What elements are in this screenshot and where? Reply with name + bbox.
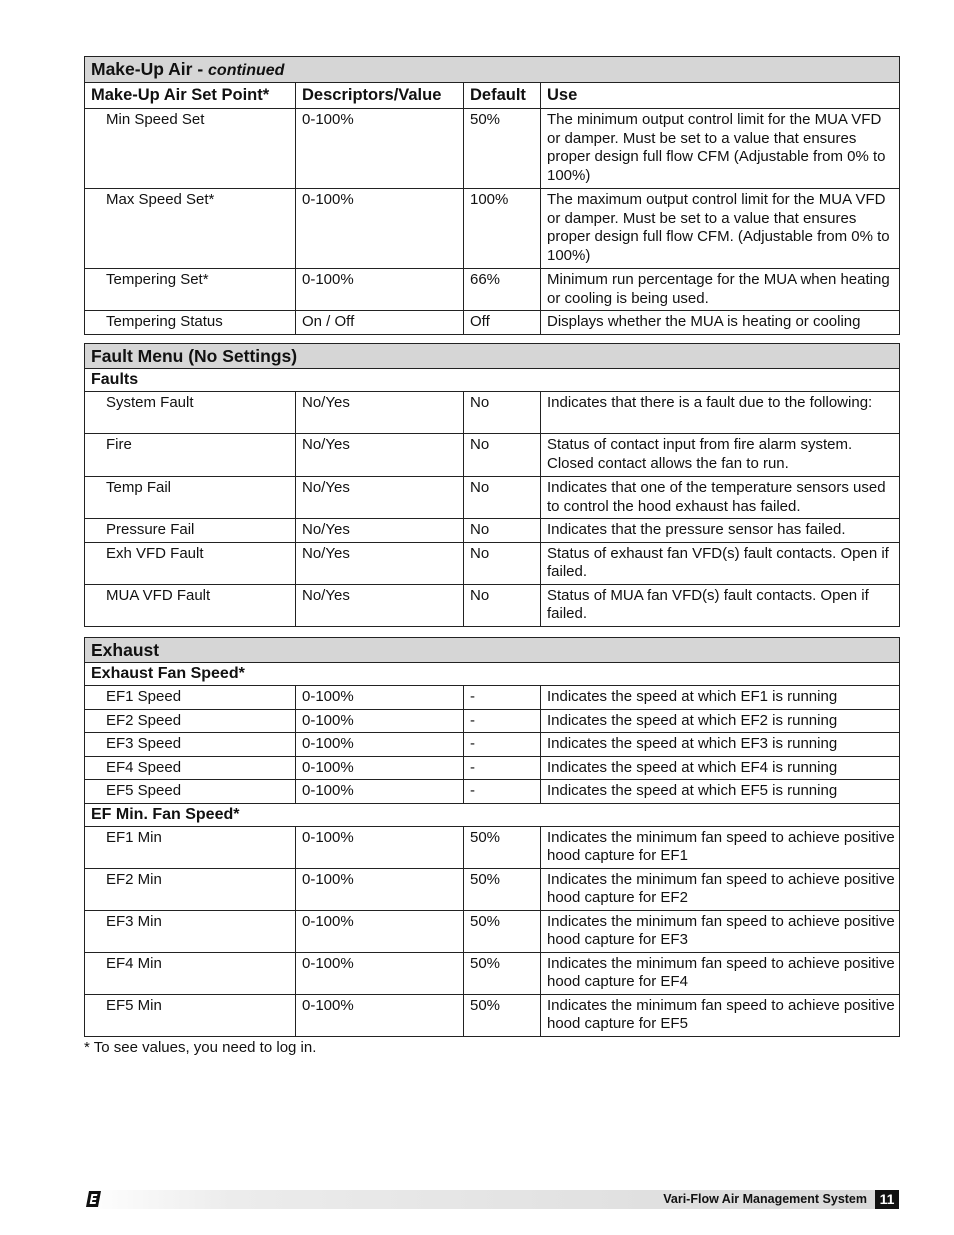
mua-banner [85,57,900,83]
fault-title: Fault Menu (No Settings) [85,344,900,369]
setting-value: 0-100% [296,910,464,952]
fault-table [84,343,900,627]
setting-name: Pressure Fail [85,519,296,543]
mua-column-headers [85,83,900,109]
setting-value: 0-100% [296,952,464,994]
setting-default: - [464,733,541,757]
setting-default: No [464,519,541,543]
table-row [85,826,900,868]
setting-default: No [464,542,541,584]
setting-name: EF5 Min [85,994,296,1036]
setting-default: No [464,434,541,477]
setting-value: No/Yes [296,519,464,543]
setting-value: 0-100% [296,686,464,710]
setting-use: Indicates that the pressure sensor has failed. [541,519,900,543]
setting-value: No/Yes [296,392,464,434]
setting-value: 0-100% [296,756,464,780]
setting-name: Max Speed Set* [85,189,296,269]
setting-value: 0-100% [296,733,464,757]
setting-name: EF4 Speed [85,756,296,780]
setting-default: No [464,392,541,434]
setting-use: Indicates the minimum fan speed to achieve positive hood capture for EF4 [541,952,900,994]
table-row [85,910,900,952]
table-row [85,868,900,910]
footnote: * To see values, you need to log in. [84,1039,317,1056]
setting-use: Indicates the minimum fan speed to achieve positive hood capture for EF3 [541,910,900,952]
ef-min-subheading-row [85,803,900,826]
setting-use: Indicates the speed at which EF1 is running [541,686,900,710]
setting-name: Temp Fail [85,477,296,519]
setting-name: Exh VFD Fault [85,542,296,584]
mua-title [85,57,900,83]
setting-name: EF3 Speed [85,733,296,757]
table-row [85,686,900,710]
fault-banner [85,344,900,369]
setting-default: Off [464,311,541,335]
table-row [85,477,900,519]
setting-name: EF2 Min [85,868,296,910]
page-number: 11 [875,1190,899,1209]
table-row [85,756,900,780]
column-header: Make-Up Air Set Point* [85,83,296,109]
setting-value: 0-100% [296,109,464,189]
column-header: Descriptors/Value [296,83,464,109]
mua-title-text: Make-Up Air - [91,59,209,79]
setting-use: Indicates the minimum fan speed to achieve positive hood capture for EF5 [541,994,900,1036]
setting-name: EF1 Min [85,826,296,868]
mua-title-suffix: continued [208,62,285,79]
setting-use: Status of exhaust fan VFD(s) fault contacts. Open if failed. [541,542,900,584]
setting-value: On / Off [296,311,464,335]
table-row [85,109,900,189]
column-header: Use [541,83,900,109]
setting-default: 50% [464,994,541,1036]
setting-name: Tempering Status [85,311,296,335]
setting-value: 0-100% [296,780,464,804]
setting-use: Minimum run percentage for the MUA when heating or cooling is being used. [541,269,900,311]
setting-name: System Fault [85,392,296,434]
setting-default: 66% [464,269,541,311]
ef-min-subheading: EF Min. Fan Speed* [85,803,900,826]
exhaust-table [84,637,900,1037]
setting-name: Tempering Set* [85,269,296,311]
setting-use: Displays whether the MUA is heating or cooling [541,311,900,335]
setting-value: No/Yes [296,477,464,519]
table-row [85,733,900,757]
footer-title: Vari-Flow Air Management System [663,1192,867,1206]
table-row [85,189,900,269]
table-row [85,434,900,477]
greenheck-logo-icon [85,1190,102,1208]
fault-subheading: Faults [85,369,900,392]
exhaust-speed-subheading-row [85,663,900,686]
table-row [85,584,900,626]
setting-default: 50% [464,109,541,189]
exhaust-banner [85,638,900,663]
setting-use: Indicates the speed at which EF2 is running [541,709,900,733]
setting-default: - [464,756,541,780]
setting-use: Indicates the minimum fan speed to achieve positive hood capture for EF2 [541,868,900,910]
setting-default: 50% [464,826,541,868]
mua-table [84,56,900,335]
table-row [85,519,900,543]
setting-name: EF4 Min [85,952,296,994]
setting-name: Min Speed Set [85,109,296,189]
setting-value: No/Yes [296,434,464,477]
exhaust-title: Exhaust [85,638,900,663]
setting-value: No/Yes [296,542,464,584]
exhaust-speed-subheading: Exhaust Fan Speed* [85,663,900,686]
table-row [85,780,900,804]
setting-value: 0-100% [296,709,464,733]
setting-use: Indicates the minimum fan speed to achieve positive hood capture for EF1 [541,826,900,868]
table-row [85,311,900,335]
table-row [85,542,900,584]
table-row [85,392,900,434]
setting-use: Indicates that there is a fault due to the following: [541,392,900,434]
setting-default: 50% [464,910,541,952]
setting-use: Indicates the speed at which EF3 is running [541,733,900,757]
setting-value: 0-100% [296,269,464,311]
setting-name: EF2 Speed [85,709,296,733]
setting-value: 0-100% [296,868,464,910]
setting-default: 50% [464,868,541,910]
setting-default: - [464,780,541,804]
setting-name: EF3 Min [85,910,296,952]
setting-default: - [464,686,541,710]
setting-default: No [464,477,541,519]
table-row [85,709,900,733]
setting-value: 0-100% [296,994,464,1036]
setting-use: Indicates that one of the temperature sensors used to control the hood exhaust has failed. [541,477,900,519]
table-row [85,994,900,1036]
table-row [85,269,900,311]
setting-value: 0-100% [296,189,464,269]
setting-use: The maximum output control limit for the MUA VFD or damper. Must be set to a value that ensures proper design full flow CFM. (Adjustable from 0% to 100%) [541,189,900,269]
setting-value: No/Yes [296,584,464,626]
column-header: Default [464,83,541,109]
setting-name: Fire [85,434,296,477]
setting-use: Indicates the speed at which EF5 is running [541,780,900,804]
fault-subheading-row [85,369,900,392]
setting-use: Status of contact input from fire alarm system. Closed contact allows the fan to run. [541,434,900,477]
setting-name: MUA VFD Fault [85,584,296,626]
setting-use: Indicates the speed at which EF4 is running [541,756,900,780]
setting-use: The minimum output control limit for the MUA VFD or damper. Must be set to a value that ensures proper design full flow CFM (Adjustable from 0% to 100%) [541,109,900,189]
setting-name: EF1 Speed [85,686,296,710]
setting-default: 100% [464,189,541,269]
setting-default: - [464,709,541,733]
table-row [85,952,900,994]
setting-default: No [464,584,541,626]
setting-default: 50% [464,952,541,994]
setting-value: 0-100% [296,826,464,868]
setting-name: EF5 Speed [85,780,296,804]
setting-use: Status of MUA fan VFD(s) fault contacts. Open if failed. [541,584,900,626]
